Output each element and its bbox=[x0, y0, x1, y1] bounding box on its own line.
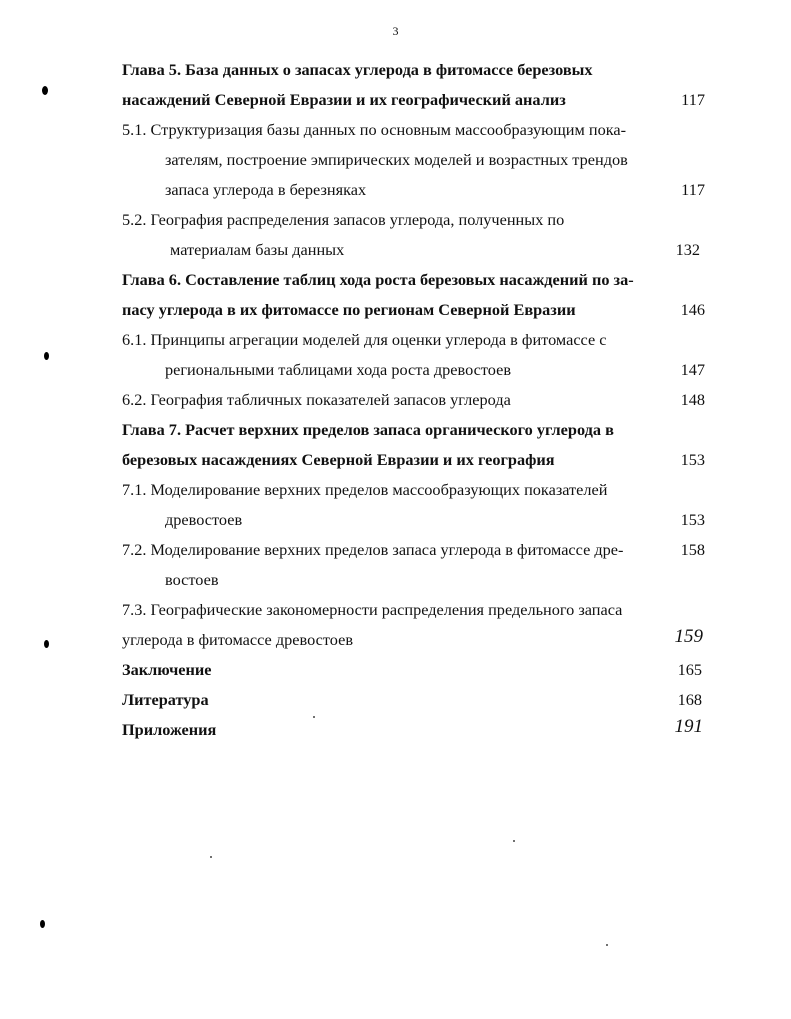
toc-section-7-3-line-1: 7.3. Географические закономерности распределения предельного запаса bbox=[122, 600, 623, 619]
toc-section-7-1-page: 153 bbox=[680, 510, 705, 529]
binder-mark bbox=[40, 920, 45, 928]
toc-chapter-6-page: 146 bbox=[680, 300, 705, 319]
toc-section-7-2-page: 158 bbox=[680, 540, 705, 559]
page-number: 3 bbox=[392, 24, 399, 38]
toc-chapter-5-line-1: Глава 5. База данных о запасах углерода в фитомассе березовых bbox=[122, 60, 593, 79]
toc-section-7-1-line-2: древостоев bbox=[165, 510, 243, 529]
toc-chapter-5-page: 117 bbox=[681, 90, 705, 109]
toc-appendices-page: 191 bbox=[674, 716, 703, 737]
toc-section-5-1-line-1: 5.1. Структуризация базы данных по основным массообразующим пока- bbox=[122, 120, 627, 139]
toc-section-5-2-line-1: 5.2. География распределения запасов углерода, полученных по bbox=[122, 210, 565, 229]
toc-section-6-2-page: 148 bbox=[680, 390, 705, 409]
scan-speck bbox=[606, 944, 608, 946]
toc-literature-page: 168 bbox=[677, 690, 702, 709]
toc-section-7-3-line-2: углерода в фитомассе древостоев bbox=[122, 630, 354, 649]
toc-section-5-1-page: 117 bbox=[681, 180, 705, 199]
binder-mark bbox=[42, 86, 48, 95]
toc-section-6-2-line-1: 6.2. География табличных показателей запасов углерода bbox=[122, 390, 511, 409]
toc-conclusion-page: 165 bbox=[677, 660, 702, 679]
toc-chapter-7-line-2: березовых насаждениях Северной Евразии и их география bbox=[122, 450, 555, 469]
toc-section-6-1-line-1: 6.1. Принципы агрегации моделей для оценки углерода в фитомассе с bbox=[122, 330, 607, 349]
toc-appendices: Приложения bbox=[122, 720, 217, 739]
scan-speck bbox=[313, 716, 315, 718]
toc-section-5-2-line-2: материалам базы данных bbox=[170, 240, 345, 259]
toc-chapter-6-line-1: Глава 6. Составление таблиц хода роста березовых насаждений по за- bbox=[122, 270, 634, 289]
toc-section-7-2-line-2: востоев bbox=[165, 570, 219, 589]
toc-section-5-1-line-3: запаса углерода в березняках bbox=[165, 180, 367, 199]
toc-chapter-7-line-1: Глава 7. Расчет верхних пределов запаса органического углерода в bbox=[122, 420, 614, 439]
toc-section-5-1-line-2: зателям, построение эмпирических моделей и возрастных трендов bbox=[165, 150, 628, 169]
scan-speck bbox=[513, 840, 515, 842]
toc-section-7-1-line-1: 7.1. Моделирование верхних пределов массообразующих показателей bbox=[122, 480, 608, 499]
toc-section-7-3-page: 159 bbox=[674, 626, 703, 647]
scan-speck bbox=[210, 856, 212, 858]
toc-section-6-1-line-2: региональными таблицами хода роста древостоев bbox=[165, 360, 512, 379]
toc-chapter-6-line-2: пасу углерода в их фитомассе по регионам Северной Евразии bbox=[122, 300, 576, 319]
toc-section-5-2-page: 132 bbox=[675, 240, 700, 259]
binder-mark bbox=[44, 352, 49, 360]
toc-conclusion: Заключение bbox=[122, 660, 212, 679]
toc-literature: Литература bbox=[122, 690, 209, 709]
toc-chapter-7-page: 153 bbox=[680, 450, 705, 469]
toc-section-7-2-line-1: 7.2. Моделирование верхних пределов запаса углерода в фитомассе дре- bbox=[122, 540, 624, 559]
toc-chapter-5-line-2: насаждений Северной Евразии и их географический анализ bbox=[122, 90, 566, 109]
binder-mark bbox=[44, 640, 49, 648]
toc-section-6-1-page: 147 bbox=[680, 360, 705, 379]
